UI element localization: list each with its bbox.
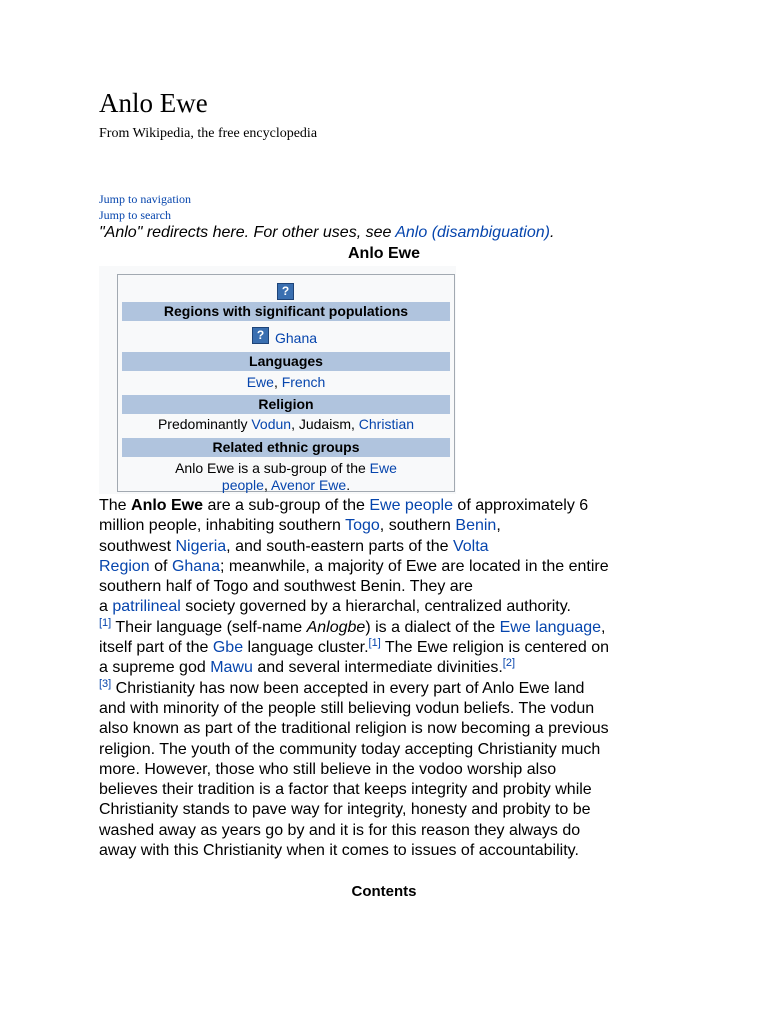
ewe-language-link[interactable]: Ewe [246, 374, 274, 390]
text: a supreme god [99, 659, 211, 677]
disambiguation-link[interactable]: Anlo (disambiguation) [395, 224, 550, 241]
infobox-caption: Anlo Ewe [347, 245, 420, 262]
hatnote-end: . [549, 224, 555, 241]
infobox-heading-languages: Languages [122, 352, 450, 371]
ghana-link[interactable]: Ghana [171, 557, 220, 575]
text: language cluster. [243, 639, 369, 657]
text: , southern [379, 517, 456, 535]
text: society governed by a hierarchal, centralized authority. [180, 598, 571, 616]
hatnote-text: "Anlo" redirects here. For other uses, see [99, 224, 396, 241]
jump-to-navigation-link[interactable]: Jump to navigation [99, 192, 191, 206]
text: , [601, 618, 606, 636]
related-prefix: Anlo Ewe is a sub-group of the [175, 460, 370, 476]
togo-link[interactable]: Togo [345, 517, 380, 535]
text: ) is a dialect of the [365, 618, 500, 636]
text: The Ewe religion is centered on [380, 639, 610, 657]
text: The [99, 497, 132, 514]
ghana-link[interactable]: Ghana [275, 330, 318, 346]
infobox-heading-religion: Religion [122, 395, 450, 414]
avenor-ewe-link[interactable]: Avenor Ewe [270, 477, 347, 493]
text-line [99, 658, 679, 678]
infobox-religion: Predominantly Vodun, Judaism, Christian [157, 416, 415, 432]
text: Their language (self-name [111, 618, 307, 636]
text-line [99, 537, 679, 557]
text: Christianity has now been accepted in every part of Anlo Ewe land [111, 679, 585, 697]
page-title: Anlo Ewe [99, 88, 208, 118]
hatnote [99, 223, 554, 243]
infobox-languages: Ewe, French [246, 374, 326, 390]
text-line [99, 618, 679, 638]
text: a [99, 598, 113, 616]
text-line: believes their tradition is a factor that keeps integrity and probity while [99, 781, 592, 799]
citation-1-link[interactable]: [1] [368, 637, 381, 650]
text-line [99, 557, 679, 577]
people-link[interactable]: people [221, 477, 264, 493]
text: of approximately 6 [452, 497, 589, 514]
citation-3-link[interactable]: [3] [99, 677, 112, 690]
contents-heading[interactable]: Contents [351, 883, 417, 900]
text: ; meanwhile, a majority of Ewe are located in the entire [219, 557, 609, 575]
text-line: away with this Christianity when it comes to issues of accountability. [99, 842, 579, 860]
missing-image-icon[interactable]: ? [277, 283, 294, 300]
text-line: Christianity stands to pave way for integrity, honesty and probity to be [99, 801, 591, 819]
text: itself part of the [99, 639, 213, 657]
mawu-link[interactable]: Mawu [210, 659, 253, 677]
volta-region-link[interactable]: Region [99, 557, 150, 575]
intro-paragraph [99, 496, 679, 861]
religion-prefix: Predominantly [157, 416, 252, 432]
text: of [149, 557, 172, 575]
jump-to-search-link[interactable]: Jump to search [99, 208, 171, 222]
text-line: more. However, those who still believe in the vodoo worship also [99, 760, 557, 778]
infobox-related: Anlo Ewe is a sub-group of the Ewe people, Avenor Ewe. [175, 460, 397, 493]
text: million people, inhabiting southern [99, 517, 346, 535]
ewe-link[interactable]: Ewe [369, 460, 397, 476]
nigeria-link[interactable]: Nigeria [175, 537, 227, 555]
article-subject: Anlo Ewe [131, 497, 204, 514]
text-line: also known as part of the traditional religion is now becoming a previous [99, 720, 609, 738]
ewe-language-link[interactable]: Ewe language [499, 618, 602, 636]
text-line [99, 679, 679, 699]
text-line [99, 638, 679, 658]
text-line [99, 597, 679, 617]
vodun-link[interactable]: Vodun [251, 416, 292, 432]
text: , [496, 517, 501, 535]
text: southwest [99, 537, 176, 555]
text-line [99, 516, 679, 536]
text-line: washed away as years go by and it is for this reason they always do [99, 821, 581, 839]
infobox-heading-related: Related ethnic groups [122, 438, 450, 457]
infobox-heading-regions: Regions with significant populations [122, 302, 450, 321]
patrilineal-link[interactable]: patrilineal [112, 598, 181, 616]
christian-link[interactable]: Christian [358, 416, 415, 432]
benin-link[interactable]: Benin [455, 517, 497, 535]
ewe-people-link[interactable]: Ewe people [369, 497, 453, 514]
text-line [99, 496, 679, 516]
text: are a sub-group of the [203, 497, 370, 514]
citation-2-link[interactable]: [2] [502, 657, 516, 670]
text-line: religion. The youth of the community today accepting Christianity much [99, 740, 601, 758]
text-line: and with minority of the people still believing vodun beliefs. The vodun [99, 699, 595, 717]
text: , and south-eastern parts of the [226, 537, 453, 555]
related-end: . [346, 477, 351, 493]
flag-icon[interactable]: ? [252, 327, 269, 344]
citation-1-link[interactable]: [1] [99, 616, 112, 629]
judaism-text: Judaism [298, 416, 351, 432]
gbe-link[interactable]: Gbe [212, 639, 244, 657]
french-language-link[interactable]: French [281, 374, 326, 390]
text-line: southern half of Togo and southwest Benin. They are [99, 578, 473, 596]
site-tagline: From Wikipedia, the free encyclopedia [99, 126, 318, 141]
volta-region-link[interactable]: Volta [452, 537, 489, 555]
self-name: Anlogbe [306, 618, 366, 636]
text: and several intermediate divinities. [252, 659, 503, 677]
